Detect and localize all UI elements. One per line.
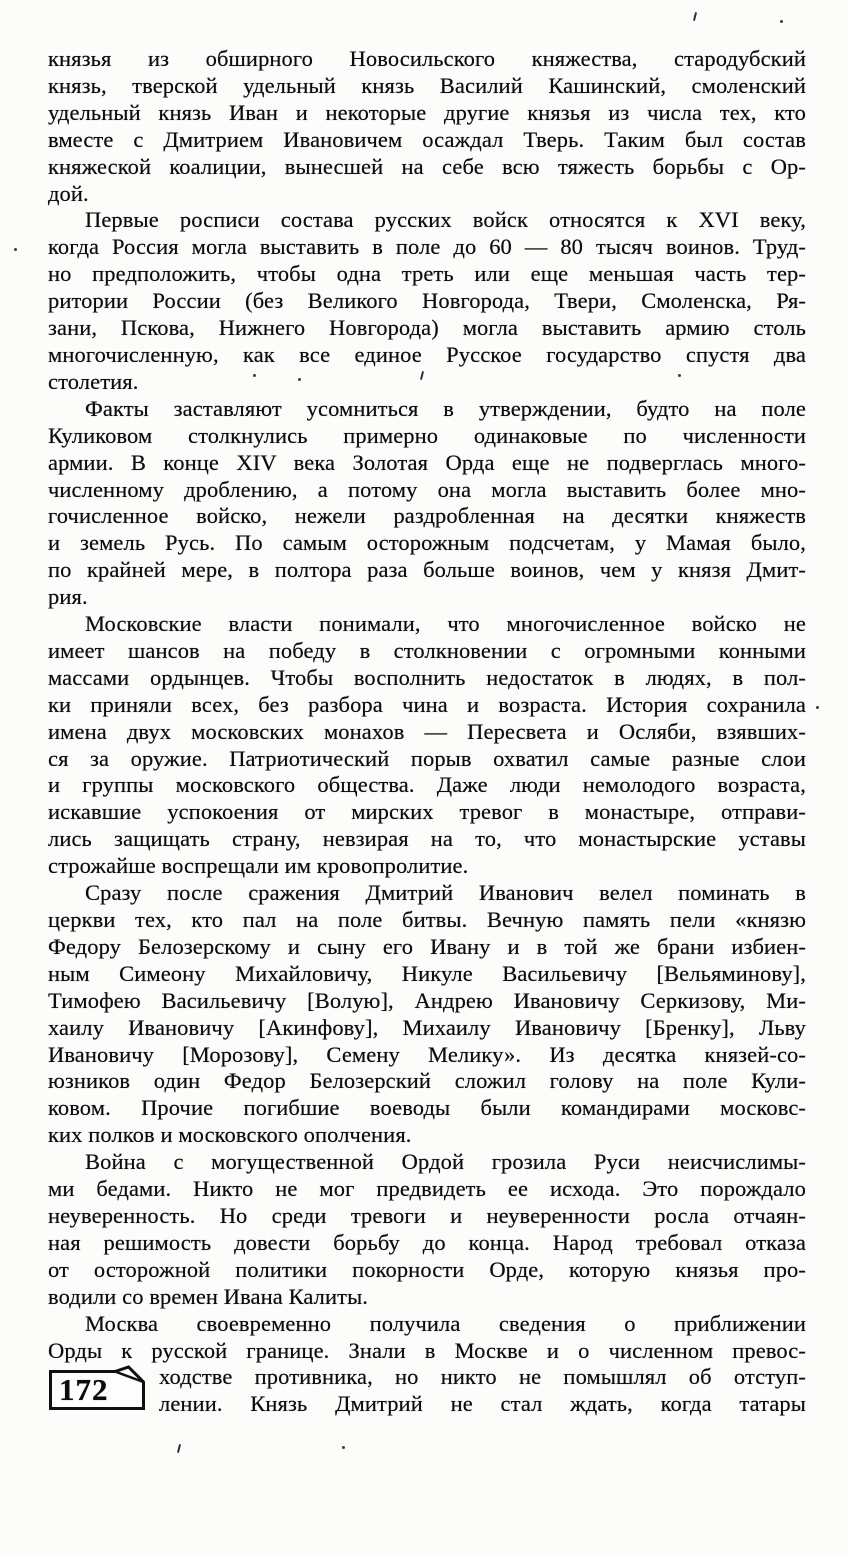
text-line: рия. bbox=[48, 584, 88, 610]
text-line: вместе с Дмитрием Ивановичем осаждал Тверь. Таким был состав bbox=[48, 126, 806, 152]
scan-speck bbox=[780, 20, 783, 23]
text-line: ки приняли всех, без разбора чина и возраста. История сохранила bbox=[48, 691, 806, 717]
scan-speck bbox=[14, 248, 17, 251]
text-line: имеет шансов на победу в столкновении с огромными конными bbox=[48, 637, 806, 663]
text-line: ходстве противника, но никто не помышлял об отступ- bbox=[159, 1364, 806, 1390]
scan-speck bbox=[342, 1446, 345, 1449]
text-line: удельный князь Иван и некоторые другие князья из числа тех, кто bbox=[48, 99, 806, 125]
text-line: строжайше воспрещали им кровопролитие. bbox=[48, 853, 469, 879]
text-line: Орды к русской границе. Знали в Москве и о численном превос- bbox=[48, 1337, 806, 1363]
paragraph bbox=[48, 46, 806, 207]
paragraph bbox=[48, 1311, 806, 1419]
text-line: Куликовом столкнулись примерно одинаковые по численности bbox=[48, 422, 806, 448]
text-line: Война с могущественной Ордой грозила Руси неисчислимы- bbox=[85, 1149, 806, 1175]
text-line: но предположить, чтобы одна треть или еще меньшая часть тер- bbox=[48, 261, 806, 287]
page-number: 172 bbox=[59, 1372, 109, 1408]
text-line: ная решимость довести борьбу до конца. Народ требовал отказа bbox=[48, 1229, 806, 1255]
paragraph bbox=[48, 1149, 806, 1310]
text-line: дой. bbox=[48, 180, 89, 206]
text-line: Первые росписи состава русских войск относятся к XVI веку, bbox=[85, 207, 806, 233]
text-line: Федору Белозерскому и сыну его Ивану и в той же брани избиен- bbox=[48, 933, 806, 959]
paragraph bbox=[48, 611, 806, 880]
text-line: зани, Пскова, Нижнего Новгорода) могла выставить армию столь bbox=[48, 315, 806, 341]
text-line: от осторожной политики покорности Орде, которую князья про- bbox=[48, 1256, 806, 1282]
text-line: столетия. bbox=[48, 368, 139, 394]
scan-speck bbox=[816, 706, 819, 709]
scan-speck bbox=[693, 12, 697, 21]
text-line: гочисленное войско, нежели раздробленная на десятки княжеств bbox=[48, 503, 806, 529]
text-line: и земель Русь. По самым осторожным подсчетам, у Мамая было, bbox=[48, 530, 806, 556]
paragraph bbox=[48, 207, 806, 395]
text-line: водили со времен Ивана Калиты. bbox=[48, 1283, 369, 1309]
text-line: Факты заставляют усомниться в утверждении, будто на поле bbox=[85, 395, 806, 421]
text-line: княжеской коалиции, вынесшей на себе всю тяжесть борьбы с Ор- bbox=[48, 153, 806, 179]
text-line: численному дроблению, а потому она могла выставить более мно- bbox=[48, 476, 806, 502]
text-line: ритории России (без Великого Новгорода, Твери, Смоленска, Ря- bbox=[48, 288, 806, 314]
page-number-marker bbox=[48, 1365, 159, 1417]
text-line: Московские власти понимали, что многочисленное войско не bbox=[85, 611, 806, 637]
paragraph bbox=[48, 396, 806, 611]
text-line: Тимофею Васильевичу [Волую], Андрею Ивановичу Серкизову, Ми- bbox=[48, 987, 806, 1013]
text-line: многочисленную, как все единое Русское государство спустя два bbox=[48, 341, 806, 367]
text-line: ся за оружие. Патриотический порыв охватил самые разные слои bbox=[48, 745, 806, 771]
text-line: ковом. Прочие погибшие воеводы были командирами московс- bbox=[48, 1095, 806, 1121]
text-line: армии. В конце XIV века Золотая Орда еще не подверглась много- bbox=[48, 449, 806, 475]
paragraph bbox=[48, 880, 806, 1149]
scan-speck bbox=[678, 374, 681, 377]
scan-speck bbox=[298, 378, 301, 381]
text-line: лении. Князь Дмитрий не стал ждать, когда татары bbox=[159, 1391, 806, 1417]
text-line: Сразу после сражения Дмитрий Иванович велел поминать в bbox=[85, 880, 806, 906]
text-line: Ивановичу [Морозову], Семену Мелику». Из десятка князей-со- bbox=[48, 1041, 806, 1067]
text-line: ких полков и московского ополчения. bbox=[48, 1122, 412, 1148]
text-line: юзников один Федор Белозерский сложил голову на поле Кули- bbox=[48, 1068, 806, 1094]
text-line: по крайней мере, в полтора раза больше воинов, чем у князя Дмит- bbox=[48, 557, 806, 583]
text-line: церкви тех, кто пал на поле битвы. Вечную память пели «князю bbox=[48, 907, 806, 932]
text-line: ным Симеону Михайловичу, Никуле Васильевичу [Вельяминову], bbox=[48, 960, 806, 986]
text-line: лись защищать страну, невзирая на то, что монастырские уставы bbox=[48, 826, 806, 852]
scan-speck bbox=[253, 374, 256, 377]
text-line: искавшие успокоения от мирских тревог в монастыре, отправи- bbox=[48, 799, 806, 825]
text-line: и группы московского общества. Даже люди немолодого возраста, bbox=[48, 772, 806, 798]
text-line: князья из обширного Новосильского княжества, стародубский bbox=[48, 46, 806, 71]
scan-speck bbox=[177, 1444, 181, 1453]
text-column bbox=[48, 46, 806, 1419]
text-line: когда Россия могла выставить в поле до 60 — 80 тысяч воинов. Труд- bbox=[48, 234, 806, 260]
text-line: имена двух московских монахов — Пересвета и Осляби, взявших- bbox=[48, 718, 806, 744]
text-line: Москва своевременно получила сведения о приближении bbox=[85, 1310, 806, 1336]
text-line: неуверенность. Но среди тревоги и неуверенности росла отчаян- bbox=[48, 1202, 806, 1228]
text-line: князь, тверской удельный князь Василий Кашинский, смоленский bbox=[48, 72, 806, 98]
text-line: ми бедами. Никто не мог предвидеть ее исхода. Это порождало bbox=[48, 1176, 806, 1202]
text-line: массами ордынцев. Чтобы восполнить недостаток в людях, в пол- bbox=[48, 664, 806, 690]
text-line: хаилу Ивановичу [Акинфову], Михаилу Ивановичу [Бренку], Льву bbox=[48, 1014, 806, 1040]
